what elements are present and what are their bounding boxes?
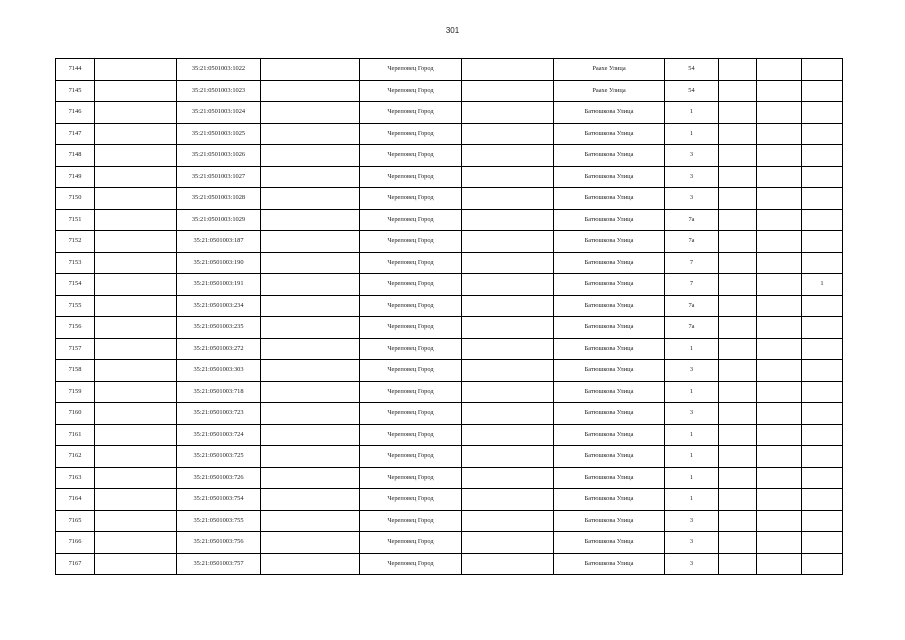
cadastral-number: 35:21:0501003:1024: [177, 102, 261, 124]
empty-cell: [719, 360, 757, 382]
empty-cell: [719, 532, 757, 554]
house-number: 3: [665, 553, 719, 575]
empty-cell: [261, 424, 360, 446]
empty-cell: [719, 123, 757, 145]
mark-cell: [802, 166, 843, 188]
cadastral-number: 35:21:0501003:755: [177, 510, 261, 532]
city-name: Череповец Город: [360, 252, 462, 274]
cadastral-number: 35:21:0501003:191: [177, 274, 261, 296]
city-name: Череповец Город: [360, 338, 462, 360]
empty-cell: [462, 338, 554, 360]
empty-cell: [261, 188, 360, 210]
empty-cell: [462, 231, 554, 253]
empty-cell: [261, 231, 360, 253]
empty-cell: [757, 231, 802, 253]
empty-cell: [261, 102, 360, 124]
table-row: [56, 274, 843, 296]
table-row: [56, 403, 843, 425]
house-number: 1: [665, 381, 719, 403]
empty-cell: [757, 489, 802, 511]
table-row: [56, 510, 843, 532]
empty-cell: [95, 467, 177, 489]
empty-cell: [719, 446, 757, 468]
city-name: Череповец Город: [360, 381, 462, 403]
cadastral-number: 35:21:0501003:303: [177, 360, 261, 382]
empty-cell: [95, 166, 177, 188]
cadastral-number: 35:21:0501003:272: [177, 338, 261, 360]
mark-cell: 1: [802, 274, 843, 296]
street-name: Батюшкова Улица: [554, 467, 665, 489]
empty-cell: [95, 274, 177, 296]
empty-cell: [95, 553, 177, 575]
row-number: 7166: [56, 532, 95, 554]
empty-cell: [719, 381, 757, 403]
empty-cell: [719, 59, 757, 81]
city-name: Череповец Город: [360, 166, 462, 188]
street-name: Батюшкова Улица: [554, 166, 665, 188]
empty-cell: [95, 510, 177, 532]
cadastral-number: 35:21:0501003:235: [177, 317, 261, 339]
city-name: Череповец Город: [360, 80, 462, 102]
empty-cell: [261, 252, 360, 274]
empty-cell: [261, 553, 360, 575]
city-name: Череповец Город: [360, 123, 462, 145]
table-row: [56, 209, 843, 231]
table-row: [56, 360, 843, 382]
mark-cell: [802, 188, 843, 210]
street-name: Батюшкова Улица: [554, 489, 665, 511]
empty-cell: [719, 553, 757, 575]
table-row: [56, 317, 843, 339]
cadastral-number: 35:21:0501003:1025: [177, 123, 261, 145]
mark-cell: [802, 532, 843, 554]
registry-table: [55, 58, 843, 575]
city-name: Череповец Город: [360, 274, 462, 296]
cadastral-number: 35:21:0501003:1026: [177, 145, 261, 167]
empty-cell: [757, 424, 802, 446]
street-name: Батюшкова Улица: [554, 231, 665, 253]
empty-cell: [95, 424, 177, 446]
city-name: Череповец Город: [360, 489, 462, 511]
empty-cell: [719, 510, 757, 532]
empty-cell: [462, 510, 554, 532]
empty-cell: [261, 403, 360, 425]
city-name: Череповец Город: [360, 424, 462, 446]
mark-cell: [802, 231, 843, 253]
empty-cell: [95, 188, 177, 210]
row-number: 7152: [56, 231, 95, 253]
row-number: 7151: [56, 209, 95, 231]
city-name: Череповец Город: [360, 467, 462, 489]
empty-cell: [757, 510, 802, 532]
empty-cell: [757, 360, 802, 382]
city-name: Череповец Город: [360, 553, 462, 575]
city-name: Череповец Город: [360, 360, 462, 382]
city-name: Череповец Город: [360, 295, 462, 317]
house-number: 3: [665, 510, 719, 532]
mark-cell: [802, 510, 843, 532]
empty-cell: [462, 532, 554, 554]
row-number: 7158: [56, 360, 95, 382]
cadastral-number: 35:21:0501003:757: [177, 553, 261, 575]
cadastral-number: 35:21:0501003:724: [177, 424, 261, 446]
empty-cell: [261, 295, 360, 317]
mark-cell: [802, 381, 843, 403]
row-number: 7149: [56, 166, 95, 188]
page-number: 301: [445, 26, 460, 35]
row-number: 7155: [56, 295, 95, 317]
cadastral-number: 35:21:0501003:1022: [177, 59, 261, 81]
house-number: 3: [665, 403, 719, 425]
table-row: [56, 467, 843, 489]
mark-cell: [802, 338, 843, 360]
table-row: [56, 532, 843, 554]
street-name: Батюшкова Улица: [554, 274, 665, 296]
mark-cell: [802, 360, 843, 382]
empty-cell: [719, 403, 757, 425]
table-row: [56, 553, 843, 575]
empty-cell: [757, 209, 802, 231]
house-number: 3: [665, 166, 719, 188]
city-name: Череповец Город: [360, 102, 462, 124]
empty-cell: [261, 489, 360, 511]
empty-cell: [719, 424, 757, 446]
empty-cell: [757, 403, 802, 425]
empty-cell: [719, 166, 757, 188]
empty-cell: [261, 338, 360, 360]
empty-cell: [462, 317, 554, 339]
empty-cell: [462, 209, 554, 231]
row-number: 7161: [56, 424, 95, 446]
table-row: [56, 188, 843, 210]
house-number: 7: [665, 274, 719, 296]
empty-cell: [261, 274, 360, 296]
row-number: 7165: [56, 510, 95, 532]
city-name: Череповец Город: [360, 145, 462, 167]
empty-cell: [757, 123, 802, 145]
table-row: [56, 231, 843, 253]
table-row: [56, 338, 843, 360]
house-number: 7а: [665, 295, 719, 317]
cadastral-number: 35:21:0501003:1029: [177, 209, 261, 231]
empty-cell: [261, 510, 360, 532]
mark-cell: [802, 123, 843, 145]
empty-cell: [261, 532, 360, 554]
mark-cell: [802, 295, 843, 317]
empty-cell: [95, 145, 177, 167]
empty-cell: [757, 80, 802, 102]
street-name: Батюшкова Улица: [554, 102, 665, 124]
empty-cell: [95, 446, 177, 468]
empty-cell: [95, 59, 177, 81]
row-number: 7153: [56, 252, 95, 274]
row-number: 7159: [56, 381, 95, 403]
cadastral-number: 35:21:0501003:234: [177, 295, 261, 317]
empty-cell: [719, 489, 757, 511]
empty-cell: [719, 252, 757, 274]
city-name: Череповец Город: [360, 231, 462, 253]
empty-cell: [261, 467, 360, 489]
city-name: Череповец Город: [360, 446, 462, 468]
empty-cell: [719, 145, 757, 167]
row-number: 7162: [56, 446, 95, 468]
empty-cell: [95, 123, 177, 145]
table-row: [56, 59, 843, 81]
street-name: Батюшкова Улица: [554, 553, 665, 575]
empty-cell: [261, 209, 360, 231]
empty-cell: [95, 295, 177, 317]
empty-cell: [757, 274, 802, 296]
empty-cell: [719, 188, 757, 210]
street-name: Батюшкова Улица: [554, 123, 665, 145]
empty-cell: [261, 317, 360, 339]
city-name: Череповец Город: [360, 532, 462, 554]
table-row: [56, 446, 843, 468]
mark-cell: [802, 252, 843, 274]
empty-cell: [462, 166, 554, 188]
empty-cell: [757, 381, 802, 403]
street-name: Батюшкова Улица: [554, 532, 665, 554]
row-number: 7144: [56, 59, 95, 81]
city-name: Череповец Город: [360, 510, 462, 532]
street-name: Батюшкова Улица: [554, 510, 665, 532]
empty-cell: [719, 467, 757, 489]
empty-cell: [757, 338, 802, 360]
row-number: 7145: [56, 80, 95, 102]
empty-cell: [462, 145, 554, 167]
cadastral-number: 35:21:0501003:190: [177, 252, 261, 274]
empty-cell: [95, 489, 177, 511]
empty-cell: [95, 338, 177, 360]
empty-cell: [757, 166, 802, 188]
house-number: 54: [665, 59, 719, 81]
empty-cell: [462, 102, 554, 124]
table-row: [56, 145, 843, 167]
empty-cell: [95, 360, 177, 382]
cadastral-number: 35:21:0501003:725: [177, 446, 261, 468]
empty-cell: [462, 446, 554, 468]
empty-cell: [719, 338, 757, 360]
empty-cell: [261, 80, 360, 102]
empty-cell: [95, 231, 177, 253]
cadastral-number: 35:21:0501003:1023: [177, 80, 261, 102]
empty-cell: [261, 360, 360, 382]
row-number: 7167: [56, 553, 95, 575]
empty-cell: [719, 80, 757, 102]
table-row: [56, 166, 843, 188]
house-number: 3: [665, 532, 719, 554]
street-name: Батюшкова Улица: [554, 209, 665, 231]
mark-cell: [802, 102, 843, 124]
house-number: 1: [665, 102, 719, 124]
mark-cell: [802, 59, 843, 81]
street-name: Батюшкова Улица: [554, 252, 665, 274]
empty-cell: [462, 252, 554, 274]
empty-cell: [261, 381, 360, 403]
empty-cell: [95, 209, 177, 231]
street-name: Батюшкова Улица: [554, 145, 665, 167]
mark-cell: [802, 80, 843, 102]
empty-cell: [462, 381, 554, 403]
empty-cell: [95, 403, 177, 425]
row-number: 7163: [56, 467, 95, 489]
empty-cell: [261, 123, 360, 145]
empty-cell: [719, 209, 757, 231]
empty-cell: [95, 317, 177, 339]
row-number: 7154: [56, 274, 95, 296]
table-row: [56, 252, 843, 274]
mark-cell: [802, 317, 843, 339]
street-name: Батюшкова Улица: [554, 424, 665, 446]
street-name: Батюшкова Улица: [554, 360, 665, 382]
house-number: 1: [665, 338, 719, 360]
empty-cell: [719, 231, 757, 253]
street-name: Батюшкова Улица: [554, 403, 665, 425]
mark-cell: [802, 403, 843, 425]
cadastral-number: 35:21:0501003:1027: [177, 166, 261, 188]
house-number: 1: [665, 446, 719, 468]
empty-cell: [462, 403, 554, 425]
empty-cell: [757, 532, 802, 554]
empty-cell: [261, 446, 360, 468]
table-row: [56, 295, 843, 317]
mark-cell: [802, 467, 843, 489]
empty-cell: [757, 252, 802, 274]
row-number: 7148: [56, 145, 95, 167]
house-number: 3: [665, 145, 719, 167]
empty-cell: [462, 424, 554, 446]
house-number: 7: [665, 252, 719, 274]
mark-cell: [802, 424, 843, 446]
mark-cell: [802, 145, 843, 167]
empty-cell: [462, 59, 554, 81]
street-name: Батюшкова Улица: [554, 295, 665, 317]
empty-cell: [462, 123, 554, 145]
empty-cell: [462, 188, 554, 210]
empty-cell: [462, 274, 554, 296]
street-name: Батюшкова Улица: [554, 188, 665, 210]
empty-cell: [719, 317, 757, 339]
cadastral-number: 35:21:0501003:726: [177, 467, 261, 489]
row-number: 7157: [56, 338, 95, 360]
table-row: [56, 80, 843, 102]
row-number: 7164: [56, 489, 95, 511]
mark-cell: [802, 553, 843, 575]
street-name: Раахе Улица: [554, 59, 665, 81]
empty-cell: [757, 553, 802, 575]
cadastral-number: 35:21:0501003:754: [177, 489, 261, 511]
empty-cell: [95, 252, 177, 274]
empty-cell: [719, 295, 757, 317]
street-name: Батюшкова Улица: [554, 317, 665, 339]
empty-cell: [462, 553, 554, 575]
cadastral-number: 35:21:0501003:187: [177, 231, 261, 253]
row-number: 7156: [56, 317, 95, 339]
empty-cell: [757, 188, 802, 210]
empty-cell: [757, 295, 802, 317]
empty-cell: [95, 532, 177, 554]
city-name: Череповец Город: [360, 317, 462, 339]
table-row: [56, 123, 843, 145]
row-number: 7150: [56, 188, 95, 210]
empty-cell: [757, 467, 802, 489]
empty-cell: [757, 446, 802, 468]
empty-cell: [95, 381, 177, 403]
house-number: 1: [665, 424, 719, 446]
cadastral-number: 35:21:0501003:1028: [177, 188, 261, 210]
house-number: 7а: [665, 317, 719, 339]
house-number: 7а: [665, 209, 719, 231]
table-row: [56, 102, 843, 124]
empty-cell: [95, 80, 177, 102]
house-number: 1: [665, 123, 719, 145]
street-name: Батюшкова Улица: [554, 446, 665, 468]
cadastral-number: 35:21:0501003:718: [177, 381, 261, 403]
empty-cell: [757, 102, 802, 124]
empty-cell: [261, 59, 360, 81]
empty-cell: [261, 166, 360, 188]
registry-body: [56, 59, 843, 575]
city-name: Череповец Город: [360, 209, 462, 231]
empty-cell: [719, 274, 757, 296]
mark-cell: [802, 489, 843, 511]
table-row: [56, 489, 843, 511]
street-name: Раахе Улица: [554, 80, 665, 102]
house-number: 1: [665, 489, 719, 511]
empty-cell: [462, 80, 554, 102]
street-name: Батюшкова Улица: [554, 338, 665, 360]
table-row: [56, 424, 843, 446]
house-number: 54: [665, 80, 719, 102]
row-number: 7146: [56, 102, 95, 124]
row-number: 7147: [56, 123, 95, 145]
empty-cell: [462, 489, 554, 511]
house-number: 7а: [665, 231, 719, 253]
house-number: 1: [665, 467, 719, 489]
cadastral-number: 35:21:0501003:756: [177, 532, 261, 554]
empty-cell: [757, 59, 802, 81]
empty-cell: [757, 145, 802, 167]
empty-cell: [757, 317, 802, 339]
empty-cell: [462, 467, 554, 489]
house-number: 3: [665, 360, 719, 382]
empty-cell: [719, 102, 757, 124]
mark-cell: [802, 209, 843, 231]
cadastral-number: 35:21:0501003:723: [177, 403, 261, 425]
house-number: 3: [665, 188, 719, 210]
city-name: Череповец Город: [360, 403, 462, 425]
empty-cell: [462, 360, 554, 382]
street-name: Батюшкова Улица: [554, 381, 665, 403]
empty-cell: [462, 295, 554, 317]
table-row: [56, 381, 843, 403]
empty-cell: [261, 145, 360, 167]
city-name: Череповец Город: [360, 59, 462, 81]
mark-cell: [802, 446, 843, 468]
empty-cell: [95, 102, 177, 124]
row-number: 7160: [56, 403, 95, 425]
city-name: Череповец Город: [360, 188, 462, 210]
